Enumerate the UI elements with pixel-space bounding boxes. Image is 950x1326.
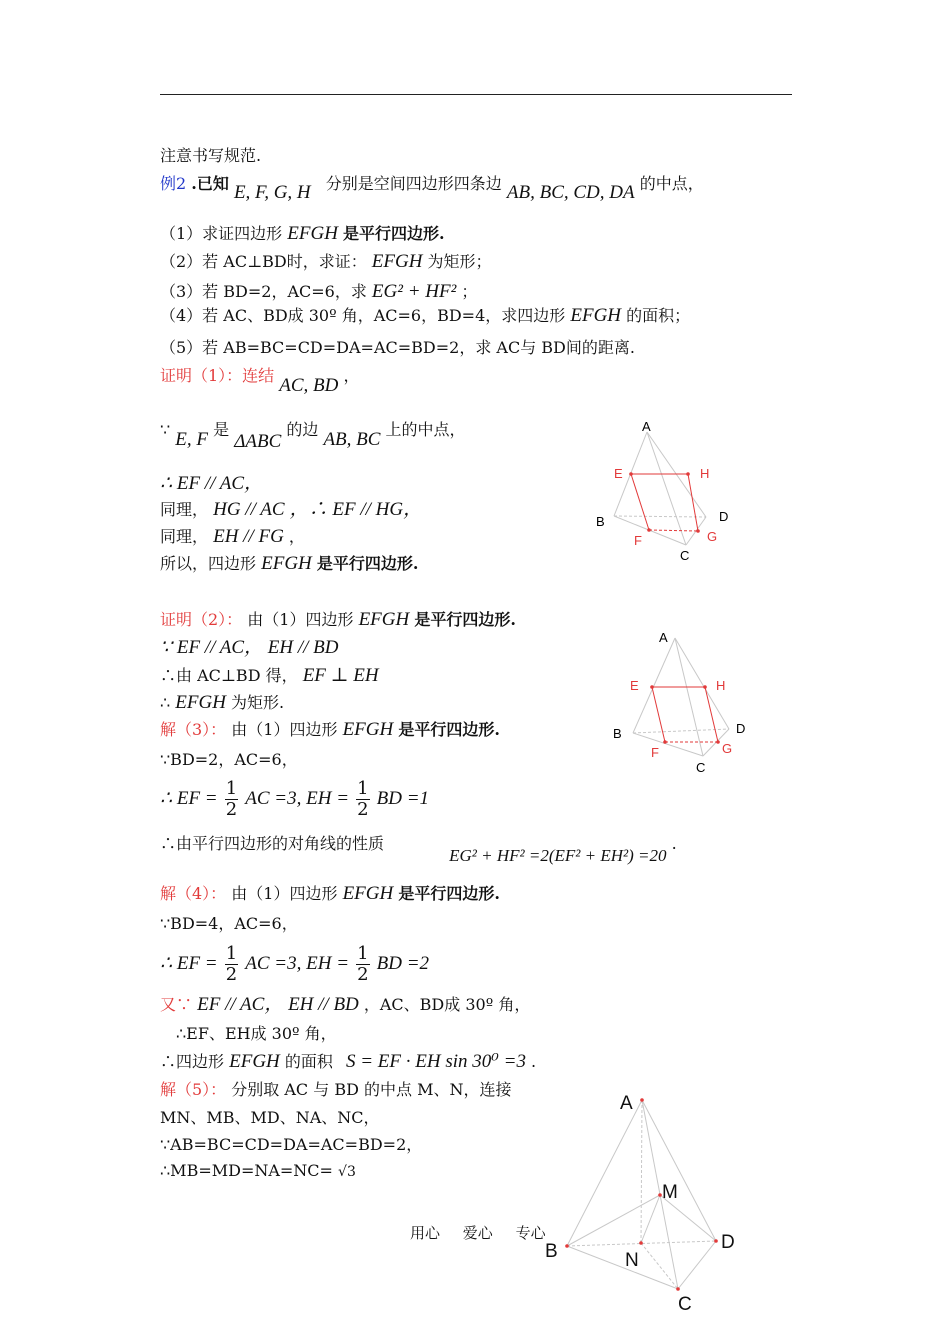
proof-1-math-ehfg: EH // FG (213, 526, 284, 547)
proof-2-label: 证明（2）： (160, 610, 243, 629)
fig3-label-d: D (721, 1232, 735, 1253)
footer-zhuanxin: 专心 (515, 1224, 546, 1242)
sol-5-label: 解（5）： (160, 1080, 227, 1099)
sol-5-line-3 (160, 1161, 356, 1182)
question-1-math: EFGH (287, 223, 338, 244)
fig2-label-e: E (630, 678, 639, 693)
sol-4-quad-text: ∴四边形 (160, 1052, 225, 1071)
sol-3-line-2 (160, 777, 429, 821)
footer-aixin: 爱心 (462, 1224, 493, 1242)
sol-4-ac-eh: AC =3, EH = (245, 953, 350, 974)
fraction-denominator: 2 (225, 964, 238, 985)
proof-1-heading-tail: ， (343, 366, 360, 385)
question-4 (160, 306, 690, 326)
tetrahedron-figure-1 (594, 418, 744, 568)
fig1-label-a: A (642, 419, 651, 434)
sol-4-tail: 是平行四边形. (398, 884, 500, 903)
question-3-math: EG² + HF² (371, 281, 457, 302)
sol-5-line-1: MN、MB、MD、NA、NC， (160, 1108, 380, 1127)
tetrahedron-figure-2 (610, 630, 760, 780)
proof-1-line-1 (160, 420, 466, 452)
sol-4-line-4: ∴EF、EH成 30º 角， (176, 1024, 337, 1043)
proof-2-line-2 (160, 666, 379, 686)
fraction-half (356, 779, 369, 820)
sol-5-heading (160, 1080, 511, 1100)
fraction-half (225, 944, 238, 985)
fraction-numerator: 1 (225, 778, 238, 799)
fraction-denominator: 2 (357, 964, 369, 985)
fig3-label-m: M (662, 1182, 678, 1203)
fraction-numerator: 1 (225, 943, 238, 964)
fig3-label-n: N (625, 1250, 639, 1271)
example-statement (160, 174, 704, 203)
proof-2-text: 由（1）四边形 (247, 610, 354, 629)
question-1 (160, 224, 445, 244)
sol-4-label: 解（4）： (160, 884, 227, 903)
fig1-label-d: D (719, 509, 729, 524)
fig1-label-e: E (614, 466, 623, 481)
sol-5-line-2: ∵AB=BC=CD=DA=AC=BD=2， (160, 1135, 423, 1154)
header-rule (160, 94, 792, 95)
sol-3-result-math: EG² + HF² =2(EF² + EH²) =20 (449, 846, 667, 865)
fig2-label-g: G (722, 741, 733, 756)
fig2-label-b: B (613, 726, 622, 741)
page-footer (410, 1222, 564, 1243)
proof-2-heading (160, 610, 516, 630)
fraction-numerator: 1 (357, 778, 369, 799)
proof-1-heading-math: AC, BD (279, 375, 339, 396)
fraction-numerator: 1 (357, 943, 369, 964)
fig1-label-c: C (680, 548, 690, 563)
sol-4-line-1: ∵BD=4，AC=6， (160, 914, 298, 933)
sol-3-line-1: ∵BD=2，AC=6， (160, 750, 298, 769)
proof-1-label: 证明（1）：连结 (160, 366, 275, 385)
note-line: 注意书写规范. (160, 146, 262, 165)
proof-2-line-3 (160, 693, 284, 713)
sol-5-equal-text: ∴MB=MD=NA=NC= (160, 1161, 333, 1180)
proof-1-math-efgh: EFGH (261, 553, 312, 574)
example-text-1: .已知 (191, 174, 229, 193)
fig3-label-a: A (620, 1093, 633, 1114)
fraction-denominator: 2 (357, 799, 369, 820)
sol-4-text: 由（1）四边形 (231, 884, 338, 903)
proof-2-text-2: ∴由 AC⊥BD 得， (160, 666, 298, 685)
tetrahedron-figure-3 (538, 1088, 758, 1320)
sol-4-bd: BD =2 (376, 953, 430, 974)
fig1-label-g: G (707, 529, 718, 544)
proof-1-text-bian: 的边 (286, 420, 319, 439)
proof-2-math-efgh: EFGH (175, 692, 226, 713)
proof-1-line-5 (160, 554, 418, 574)
sol-4-line-2 (160, 942, 429, 986)
proof-1-math-triangle: ΔABC (234, 431, 282, 452)
fig2-label-c: C (696, 760, 706, 775)
fraction-half (356, 944, 369, 985)
question-4-tail: 的面积； (626, 306, 691, 325)
footer-yongxin: 用心 (410, 1224, 441, 1242)
sol-4-line-5 (160, 1052, 536, 1072)
question-4-text: （4）若 AC、BD成 30º 角，AC=6，BD=4，求四边形 (160, 306, 566, 325)
sol-5-text: 分别取 AC 与 BD 的中点 M、N，连接 (231, 1080, 512, 1099)
proof-1-text-shi: 是 (213, 420, 230, 439)
sol-4-efgh: EFGH (229, 1051, 280, 1072)
question-3-tail: ； (461, 282, 478, 301)
proof-1-suoyi: 所以，四边形 (160, 554, 257, 573)
proof-2-line-1: ∵ EF // AC， EH // BD (160, 637, 339, 658)
fig1-label-f: F (634, 533, 642, 548)
question-1-text: （1）求证四边形 (160, 224, 283, 243)
sol-3-ac-eh: AC =3, EH = (245, 788, 350, 809)
sol-4-area-math: S = EF · EH sin 30⁰ =3 (345, 1051, 526, 1072)
proof-2-tail: 是平行四边形. (414, 610, 516, 629)
fig1-label-h: H (700, 466, 710, 481)
sol-5-sqrt3: √3 (338, 1164, 356, 1180)
question-2-text: （2）若 AC⊥BD时，求证： (160, 252, 367, 271)
question-3-text: （3）若 BD=2，AC=6，求 (160, 282, 367, 301)
therefore-symbol: ∴ (160, 693, 171, 712)
fig3-label-c: C (678, 1294, 692, 1315)
sol-4-heading (160, 884, 500, 904)
fig2-label-f: F (651, 745, 659, 760)
proof-1-math-abbc: AB, BC (323, 429, 381, 450)
sol-3-math: EFGH (342, 719, 394, 740)
fig2-label-a: A (659, 630, 668, 645)
fraction-half (225, 779, 238, 820)
proof-1-comma: ， (288, 527, 305, 546)
sol-3-text: 由（1）四边形 (231, 720, 338, 739)
sol-4-line-3 (160, 995, 530, 1015)
proof-1-conclusion: 是平行四边形. (316, 554, 419, 573)
sol-4-ef: ∴ EF = (160, 953, 218, 974)
sol-4-period: . (531, 1052, 537, 1071)
fig1-label-b: B (596, 514, 605, 529)
fig3-label-b: B (545, 1241, 558, 1262)
question-1-tail: 是平行四边形. (343, 224, 445, 243)
proof-1-tongli-2: 同理， (160, 527, 209, 546)
question-2 (160, 252, 492, 272)
sol-3-line-3 (160, 834, 677, 865)
proof-1-heading (160, 366, 360, 396)
example-text-2: 分别是空间四边形四条边 (325, 174, 502, 193)
example-label: 例2 (160, 174, 187, 193)
example-math-1: E, F, G, H (233, 182, 311, 203)
proof-1-line-3 (160, 500, 422, 520)
proof-2-math-perp: EF ⊥ EH (302, 665, 379, 686)
proof-1-tongli-1: 同理， (160, 500, 209, 519)
sol-4-parallel-math: EF // AC， EH // BD (197, 994, 359, 1015)
example-math-2: AB, BC, CD, DA (506, 182, 635, 203)
sol-3-label: 解（3）： (160, 720, 227, 739)
example-text-3: 的中点， (639, 174, 704, 193)
sol-4-angle-text: ，AC、BD成 30º 角， (363, 995, 531, 1014)
proof-1-text-midpoint: 上的中点， (385, 420, 466, 439)
proof-1-math-efhg: ，∴ EF // HG， (289, 499, 423, 520)
sol-3-tail: 是平行四边形. (398, 720, 500, 739)
proof-1-line-2: ∴ EF // AC， (160, 473, 264, 494)
proof-1-math-hgac: HG // AC (213, 499, 285, 520)
sol-3-heading (160, 720, 500, 740)
question-5: （5）若 AB=BC=CD=DA=AC=BD=2，求 AC与 BD间的距离. (160, 338, 635, 357)
proof-2-math: EFGH (358, 609, 410, 630)
because-symbol: ∵ (160, 420, 171, 439)
question-2-math: EFGH (371, 251, 423, 272)
fig2-label-h: H (716, 678, 726, 693)
question-4-math: EFGH (570, 305, 622, 326)
sol-4-you: 又∵ (160, 995, 193, 1014)
sol-3-bd: BD =1 (376, 788, 430, 809)
proof-1-math-ef: E, F (175, 429, 208, 450)
fig2-label-d: D (736, 721, 746, 736)
sol-4-math: EFGH (342, 883, 394, 904)
sol-3-diag-text: ∴由平行四边形的对角线的性质 (160, 834, 385, 853)
question-3 (160, 282, 477, 302)
proof-1-line-4 (160, 527, 305, 547)
sol-3-period: . (671, 834, 677, 853)
fraction-denominator: 2 (225, 799, 238, 820)
sol-3-ef: ∴ EF = (160, 788, 218, 809)
proof-2-rectangle: 为矩形. (231, 693, 285, 712)
question-2-tail: 为矩形； (427, 252, 492, 271)
sol-4-area-text: 的面积 (284, 1052, 333, 1071)
